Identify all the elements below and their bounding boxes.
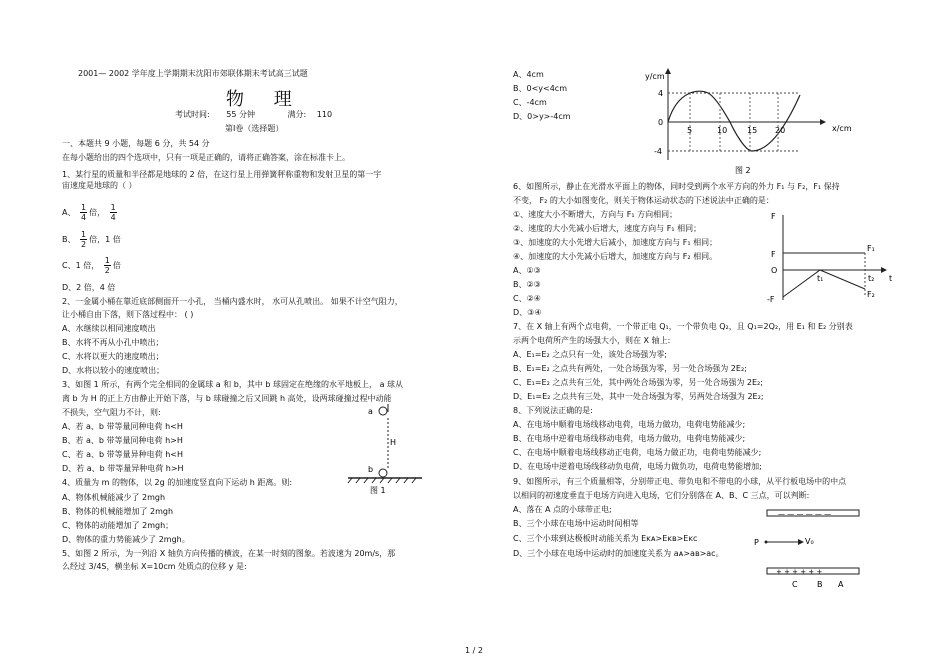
q3-stem-3: 不损失，空气阻力不计，则: [62,408,161,417]
fig1-a-label: a [368,407,373,416]
fig3-t-arrow [881,267,887,273]
denominator: 4 [81,213,87,222]
numerator: 1 [110,203,116,212]
figure-1 [340,400,440,500]
q8-stem: 8、下列说法正确的是: [513,406,593,415]
q8-option-b: B、在电场中逆着电场线移动电荷，电场力做功，电荷电势能减少; [513,434,746,443]
q6-option-a: A、①③ [513,266,541,275]
q4-option-b: B、物体的机械能增加了 2mgh [62,507,174,516]
q9-option-d: D、三个小球在电场中运动时的加速度关系为 aᴀ>aʙ>aᴄ。 [513,549,724,558]
fraction [110,203,117,222]
fig2-m4: -4 [654,147,662,156]
q6-statement-4: ④、加速度的大小先减小后增大，加速度方向与 F₂ 相同。 [513,252,718,261]
q4-option-a: A、物体机械能减少了 2mgh [62,493,166,502]
denominator: 4 [110,213,116,222]
fig3-F1: F₁ [867,244,875,253]
q8-option-c: C、在电场中顺着电场线移动正电荷，电场力做正功，电荷电势能减少; [513,448,762,457]
fig1-caption: 图 1 [370,486,386,495]
q9-option-c: C、三个小球到达极板时动能关系为 Eᴋᴀ>Eᴋʙ>Eᴋᴄ [513,534,698,543]
fig3-t: t [889,274,893,283]
fig4-V0: V₀ [805,537,814,546]
q6-stem-1: 6、如图所示，静止在光滑水平面上的物体，同时受到两个水平方向的外力 F₁ 与 F₂，F₁ 保持 [513,182,840,191]
q5-stem-2: 么经过 3/4S，横坐标 X=10cm 处质点的位移 y 是: [62,562,247,571]
q7-option-a: A、E₁=E₂ 之点只有一处，该处合场强为零; [513,350,667,359]
q1-b-text: 倍，1 倍 [89,235,121,244]
q3-option-b: B、若 a、b 带等量同种电荷 h>H [62,436,183,445]
q7-option-b: B、E₁=E₂ 之点共有两处，一处合场强为零，另一处合场强为 2E₂; [513,364,747,373]
fig3-minus-F: -F [767,295,775,304]
q3-option-d: D、若 a、b 带等量异种电荷 h>H [62,464,184,473]
q1-option-b [62,230,121,250]
part-title: 第Ⅰ卷（选择题） [225,124,284,133]
fig2-tick-label: 20 [775,126,786,135]
q4-stem: 4、质量为 m 的物体，以 2g 的加速度竖直向下运动 h 距离。则: [62,478,293,487]
q3-stem-2: 离 b 为 H 的正上方由静止开始下落，与 b 球碰撞之后又回跳 h 高处，设两球碰撞过程中动能 [62,394,392,403]
q9-option-a: A、落在 A 点的小球带正电; [513,505,612,514]
q1-b-label: B、 [62,235,76,244]
fig4-C: C [792,580,798,589]
q8-option-d: D、在电场中逆着电场线移动负电荷，电场力做负功，电荷电势能增加; [513,462,762,471]
q6-statement-1: ①、速度大小不断增大，方向与 F₁ 方向相同； [513,210,678,219]
q1-a-text: 倍， [89,208,106,217]
q5-option-a: A、4cm [513,70,544,79]
fig4-P: P [754,538,759,547]
section-1-instructions: 在每小题给出的四个选项中，只有一项是正确的，请将正确答案，涂在标准卡上。 [62,153,350,162]
bottom-plate-charges: + + + + + + [776,568,823,576]
exam-info [175,110,332,120]
q1-option-d: D、2 倍，4 倍 [62,283,116,292]
q6-statement-2: ②、速度的大小先减小后增大，速度方向与 F₁ 相同； [513,224,702,233]
subject-title: 物 理 [226,89,304,110]
numerator: 1 [81,203,87,212]
q3-option-c: C、若 a、b 带等量异种电荷 h<H [62,450,183,459]
fig3-F-top: F [771,212,776,221]
q1-a-label: A、 [62,208,76,217]
q9-stem-1: 9、如图所示，有三个质量相等，分别带正电、带负电和不带电的小球，从平行板电场中的中点 [513,477,847,486]
q2-option-c: C、水将以更大的速度喷出； [62,352,164,361]
exam-time: 55 分钟 [226,110,255,119]
fig2-4: 4 [658,89,664,98]
fig2-caption: 图 2 [735,166,751,175]
fraction [80,203,87,222]
numerator: 1 [81,230,87,239]
q2-option-d: D、水将以较小的速度喷出； [62,366,165,375]
q5-option-b: B、0<y<4cm [513,84,567,93]
section-1-title: 一、本题共 9 小题，每题 6 分，共 54 分 [62,139,210,148]
q7-stem-2: 示两个电荷所产生的场强大小，则在 X 轴上: [513,336,671,345]
q6-option-c: C、②④ [513,294,541,303]
q1-stem-2: 宙速度是地球的（ ） [62,181,137,190]
fig3-t1: t₁ [817,274,824,283]
q1-option-a [62,203,119,223]
q3-stem-1: 3、如图 1 所示，有两个完全相同的金属球 a 和 b，其中 b 球固定在绝缘的水平地板上， a 球从 [62,380,404,389]
wave-curve [668,91,800,151]
fig3-F: F [771,250,776,259]
fig3-t2: t₂ [868,274,875,283]
q7-option-c: C、E₁=E₂ 之点共有三处，其中两处合场强为零，另一处合场强为 2E₂; [513,378,763,387]
fraction [80,230,87,249]
v0-arrowhead [798,539,804,545]
y-arrow [665,68,671,74]
q6-statement-3: ③、加速度的大小先增大后减小，加速度方向与 F₁ 相同； [513,238,718,247]
q7-option-d: D、E₁=E₂ 之点共有三处，其中一处合场强为零，另两处合场强为 2E₂; [513,392,764,401]
exam-time-label: 考试时间: [175,110,210,119]
q9-option-b: B、三个小球在电场中运动时间相等 [513,519,639,528]
fig3-O: O [771,266,778,275]
q2-option-a: A、水继续以相同速度喷出 [62,324,156,333]
exam-title: 2001— 2002 学年度上学期期末沈阳市郊联体期末考试高三试题 [78,69,308,78]
fig2-0: 0 [658,118,664,127]
fig1-H-label: H [390,438,397,447]
fig2-tick-label: 5 [687,126,693,135]
q1-c-text: 倍 [112,261,121,270]
q6-option-b: B、②③ [513,280,541,289]
q9-stem-2: 以相同的初速度垂直于电场方向进入电场，它们分别落在 A、B、C 三点，可以判断: [513,491,810,500]
denominator: 2 [104,266,110,275]
fig2-y-label: y/cm [645,72,665,81]
q3-option-a: A、若 a、b 带等量同种电荷 h<H [62,422,183,431]
fraction [104,256,111,275]
ball-a [379,407,387,415]
figure-2 [640,65,855,180]
q1-option-c [62,256,121,276]
page-number: 1 / 2 [465,646,483,655]
q4-option-c: C、物体的动能增加了 2mgh； [62,521,174,530]
figure-3 [765,205,900,305]
fig4-A: A [838,580,844,589]
fig3-F2: F₂ [867,290,875,299]
x-arrow [820,119,826,125]
figure-4 [750,505,870,593]
fig1-b-label: b [368,465,374,474]
fig2-x-label: x/cm [832,124,852,133]
q5-option-c: C、-4cm [513,98,547,107]
full-score: 110 [316,110,333,119]
q7-stem-1: 7、在 X 轴上有两个点电荷，一个带正电 Q₁，一个带负电 Q₂，且 Q₁=2Q₂，用 E₁ 和 E₂ 分别表 [513,322,853,331]
q6-stem-2: 不变， F₂ 的大小如图变化，则关于物体运动状态的下述说法中正确的是： [513,196,774,205]
q2-stem-2: 让小桶自由下落，则下落过程中： ( ) [62,310,194,319]
q5-stem-1: 5、如图 2 所示，为一列沿 X 轴负方向传播的横波，在某一时刻的图象。若波速为 20m/s，那 [62,549,396,558]
denominator: 2 [81,240,87,249]
q2-stem-1: 2、一金属小桶在靠近底部侧面开一小孔， 当桶内盛水时， 水可从孔喷出。 如果不计空气阻力， [62,297,403,306]
q2-option-b: B、水将不再从小孔中喷出； [62,338,164,347]
ball-b [379,469,387,477]
q1-stem-1: 1、某行星的质量和半径都是地球的 2 倍，在这行星上用弹簧秤称重物和发射卫星的第一宇 [62,170,382,179]
q8-option-a: A、在电场中顺着电场线移动电荷，电场力做功，电荷电势能减少; [513,420,746,429]
full-score-label: 满分: [287,110,307,119]
q5-option-d: D、0>y>-4cm [513,112,571,121]
fig2-tick-label: 15 [747,126,758,135]
numerator: 1 [104,256,110,265]
fig4-B: B [817,580,823,589]
top-plate-charges: — — — — — — [778,510,832,518]
q4-option-d: D、物体的重力势能减少了 2mgh。 [62,535,190,544]
F2-line [783,270,865,297]
q1-c-label: C、1 倍， [62,261,100,270]
q6-option-d: D、③④ [513,308,542,317]
fig2-tick-label: 10 [717,126,728,135]
